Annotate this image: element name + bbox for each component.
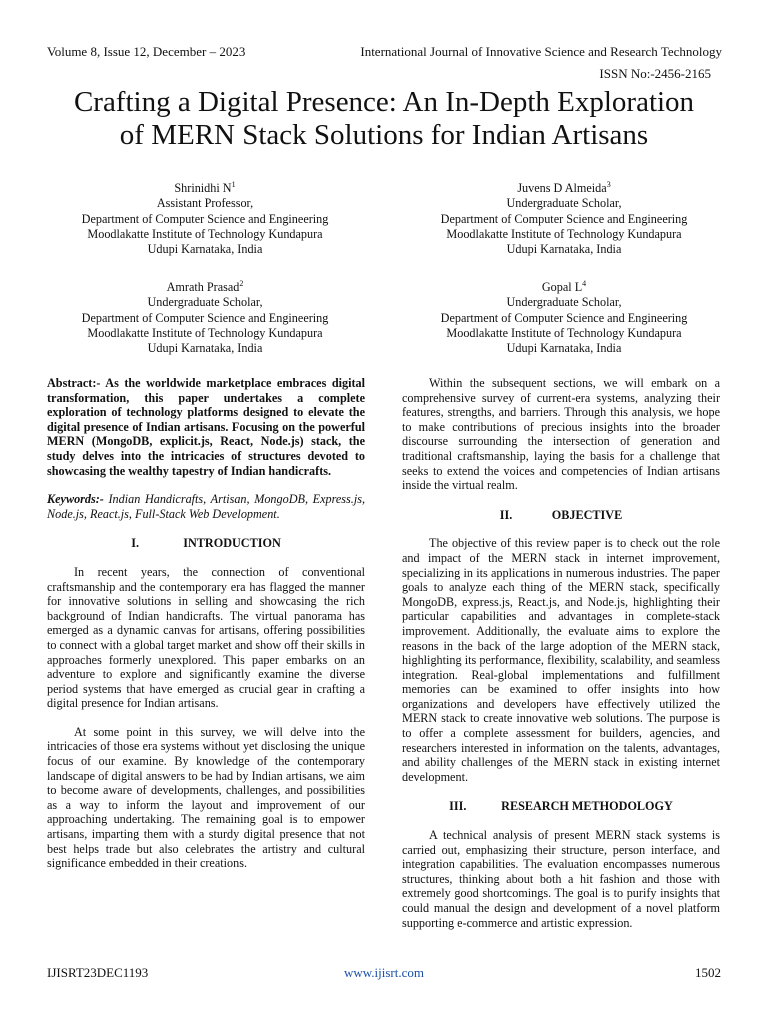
journal-issn: ISSN No:-2456-2165 [599,66,711,81]
section-number: III. [449,799,467,814]
author-block-4 [394,280,734,356]
author-block-1 [35,181,375,257]
author-role: Undergraduate Scholar, [506,295,622,310]
section-heading-objective [402,508,720,523]
intro-paragraph-1: In recent years, the connection of conventional craftsmanship and the contemporary era has flagged the manner for innovative solutions in selling and showcasing the rich background of Indian handicrafts. The virtual panorama has emerged as a dynamic canvas for artisans, offering possibilities to connect with a global target market and show off their skills in approaches formerly unexplored. This paper embarks on an adventure to explore and significantly examine the diverse period systems that have emerged as crucial gear in crafting a digital presence for Indian artisans. [47,564,365,711]
journal-volume: Volume 8, Issue 12, December – 2023 [47,44,246,59]
right-column [402,376,720,930]
page-number: 1502 [695,965,721,980]
paper-title [30,86,738,152]
abstract: Abstract:- As the worldwide marketplace embraces digital transformation, this paper undertakes a complete exploration of technology platforms designed to elevate the digital presence of Indian artisans. Focusing on the powerful MERN (MongoDB, explicit.js, React, Node.js) stack, the study delves into the intricacies of structures devoted to showcasing the wealthy tapestry of Indian handicrafts. [47,376,365,478]
author-role: Undergraduate Scholar, [147,295,263,310]
paper-id: IJISRT23DEC1193 [47,965,149,980]
methodology-paragraph: A technical analysis of present MERN stack systems is carried out, emphasizing their structure, person interface, and integration capabilities. The evaluation encompasses numerous structures, thinking about both a hit fashion and those with extremely good shortcomings. The goal is to purify insights that could manual the design and development of a novel platform supporting e-commerce and artistic expression. [402,828,720,930]
author-location: Udupi Karnataka, India [506,242,622,257]
keywords [47,492,365,521]
author-location: Udupi Karnataka, India [147,341,263,356]
paper-title-line-1: Crafting a Digital Presence: An In-Depth Exploration [73,86,695,118]
author-department: Department of Computer Science and Engineering [440,211,688,226]
author-location: Udupi Karnataka, India [506,341,622,356]
author-department: Department of Computer Science and Engineering [440,310,688,325]
objective-paragraph: The objective of this review paper is to check out the role and impact of the MERN stack in internet improvement, specializing in its applications in numerous industries. The paper goals to analyze each thing of the MERN stack, specifically MongoDB, express.js, React.js, and Node.js, highlighting their particular capabilities and advantages in complete-stack improvement. Additionally, the evaluate aims to explore the reasons in the back of the large adoption of the MERN stack, highlighting its performance, flexibility, scalability, and seamless integration. Real-global implementations and fulfillment memories can be examined to offer insights into how organizations and developers have effectively utilized the MERN stack to create innovative web solutions. The purpose is to offer a complete assessment for builders, agencies, and researchers interested in information on the talents, advantages, and ability challenges of the MERN stack in existing internet development. [402,536,720,784]
author-affiliation-mark: 4 [582,279,587,288]
author-institute: Moodlakatte Institute of Technology Kundapura [446,226,682,241]
author-name: Juvens D Almeida [517,181,607,195]
section-number: I. [131,536,140,551]
intro-paragraph-3: Within the subsequent sections, we will embark on a comprehensive survey of current-era systems, analyzing their features, strengths, and barriers. Through this analysis, we hope to make contributions of precious insights into the broader discourse surrounding the intersection of generation and traditional craftsmanship, laying the basis for a challenge that seeks to extend the voices and competencies of Indian artisans inside the virtual realm. [402,376,720,493]
author-institute: Moodlakatte Institute of Technology Kundapura [446,325,682,340]
section-number: II. [499,507,513,522]
section-title: OBJECTIVE [551,507,623,522]
author-name: Shrinidhi N [174,181,232,195]
author-affiliation-mark: 2 [239,279,244,288]
section-title: RESEARCH METHODOLOGY [501,799,673,814]
keywords-list: Indian Handicrafts, Artisan, MongoDB, Express.js, Node.js, React.js, Full-Stack Web Development. [47,492,365,521]
author-name: Gopal L [541,280,583,294]
journal-name: International Journal of Innovative Science and Research Technology [360,44,722,59]
author-department: Department of Computer Science and Engineering [81,211,329,226]
author-name: Amrath Prasad [166,280,240,294]
section-title: INTRODUCTION [183,536,281,551]
author-affiliation-mark: 1 [231,180,236,189]
paper-title-line-2: of MERN Stack Solutions for Indian Artisans [119,119,649,151]
author-location: Udupi Karnataka, India [147,242,263,257]
section-heading-methodology [402,799,720,814]
author-institute: Moodlakatte Institute of Technology Kundapura [87,226,323,241]
author-block-2 [35,280,375,356]
author-institute: Moodlakatte Institute of Technology Kundapura [87,325,323,340]
journal-website-link[interactable]: www.ijisrt.com [343,965,425,980]
author-block-3 [394,181,734,257]
author-department: Department of Computer Science and Engineering [81,310,329,325]
author-role: Undergraduate Scholar, [506,196,622,211]
left-column [47,376,365,871]
intro-paragraph-2: At some point in this survey, we will delve into the intricacies of those era systems without yet disclosing the unique focus of our examine. By knowledge of the contemporary landscape of digital answers to be had by Indian artisans, we aim to become aware of developments, challenges, and possibilities as a way to inform the layout and improvement of our approaching undertaking. The remaining goal is to empower artisans, imparting them with a sturdy digital presence that not best helps trade but also celebrates the artistry and cultural significance embedded in their creations. [47,724,365,871]
author-affiliation-mark: 3 [606,180,611,189]
author-role: Assistant Professor, [156,196,254,211]
section-heading-introduction [47,536,365,551]
keywords-label: Keywords:- [47,492,104,507]
